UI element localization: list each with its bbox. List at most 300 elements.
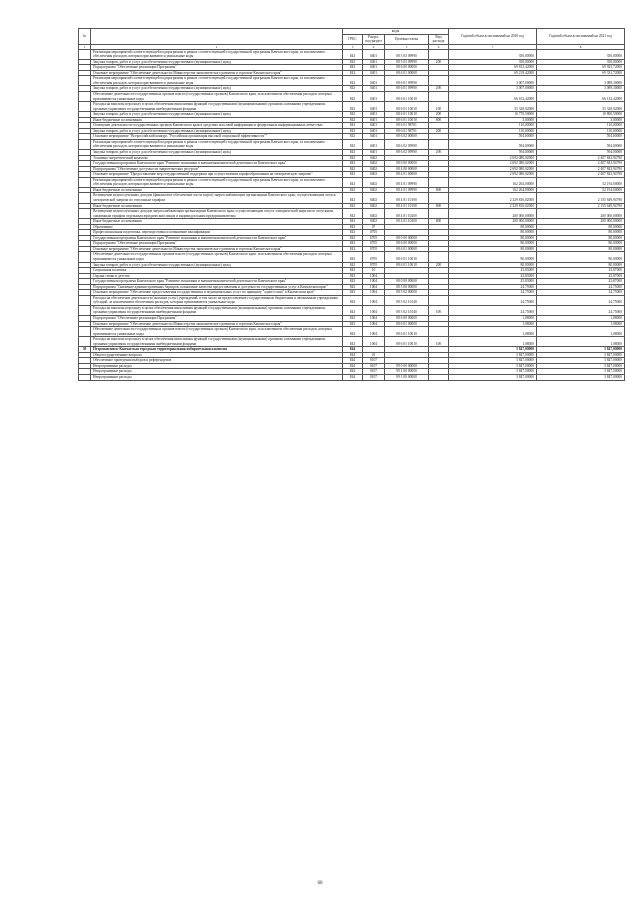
row-vid-cell: 200 xyxy=(429,86,449,92)
row-name-cell: Возмещение недополученных доходов энергоснабжающим организациям Камчатского края, осуществляющим отпуск электрической энергии по отпускным сниженным тарифам отдельным юридическим лицам и индивидуальным предпринимателям xyxy=(91,209,343,219)
row-2020-cell: 24,75000 xyxy=(449,290,537,296)
row-2021-cell: 200 000,00000 xyxy=(537,219,625,225)
row-target-cell: 08 6 01 10010 xyxy=(385,262,429,268)
row-2020-cell: 3 847,00000 xyxy=(449,363,537,369)
row-grbs-cell: 843 xyxy=(343,246,363,252)
row-2021-cell: 25,87000 xyxy=(537,273,625,279)
row-2020-cell: 25,83000 xyxy=(449,273,537,279)
table-body xyxy=(79,49,625,380)
row-grbs-cell: 843 xyxy=(343,273,363,279)
row-grbs-cell: 843 xyxy=(343,305,363,315)
table-row xyxy=(79,49,625,59)
row-2021-cell: 25,87000 xyxy=(537,268,625,274)
row-2021-cell: 3 089,30000 xyxy=(537,76,625,86)
row-2020-cell: 2 692 080,02000 xyxy=(449,166,537,172)
table-row xyxy=(79,76,625,86)
row-section-cell: 0107 xyxy=(363,375,385,381)
row-2021-cell: 3 847,00000 xyxy=(537,347,625,353)
row-2021-cell: 80,00000 xyxy=(537,241,625,247)
row-name-cell: Охрана семьи и детства xyxy=(91,273,343,279)
row-2020-cell: 80,00000 xyxy=(449,241,537,247)
table-row xyxy=(79,295,625,305)
row-vid-cell xyxy=(429,209,449,219)
row-section-cell: 0401 xyxy=(363,134,385,140)
row-number-cell xyxy=(79,139,91,149)
col-num-header: № xyxy=(79,29,91,45)
row-2020-cell: 350,00000 xyxy=(449,49,537,59)
table-row xyxy=(79,139,625,149)
row-vid-cell: 100 xyxy=(429,305,449,315)
row-name-cell: Иные бюджетные ассигнования xyxy=(91,187,343,193)
row-name-cell: Подпрограмма "Обеспечение реализации Программы" xyxy=(91,315,343,321)
row-target-cell: 08 6 01 98701 xyxy=(385,128,429,134)
row-name-cell: Образование xyxy=(91,224,343,230)
row-section-cell: 0401 xyxy=(363,49,385,59)
row-name-cell: Государственная программа Камчатского края "Развитие экономики и внешнеэкономической деятельности Камчатского края" xyxy=(91,161,343,167)
row-grbs-cell: 843 xyxy=(343,134,363,140)
row-2020-cell: 110,00000 xyxy=(449,123,537,129)
row-vid-cell: 100 xyxy=(429,337,449,347)
row-section-cell: 0401 xyxy=(363,150,385,156)
row-section-cell: 0401 xyxy=(363,92,385,102)
row-2020-cell: 1,08000 xyxy=(449,321,537,327)
col-index: 7 xyxy=(449,44,537,49)
row-number-cell xyxy=(79,252,91,262)
row-target-cell: 99 1 00 00000 xyxy=(385,375,429,381)
row-target-cell: 08 6 02 09990 xyxy=(385,150,429,156)
row-2021-cell: 55 328,92000 xyxy=(537,102,625,112)
row-grbs-cell: 843 xyxy=(343,315,363,321)
row-section-cell: 1004 xyxy=(363,321,385,327)
row-2021-cell: 594,00000 xyxy=(537,150,625,156)
row-2020-cell: 80,00000 xyxy=(449,262,537,268)
row-vid-cell xyxy=(429,375,449,381)
row-target-cell: 08 5 03 09990 xyxy=(385,49,429,59)
row-2021-cell: 10 800,50000 xyxy=(537,112,625,118)
row-section-cell: 0402 xyxy=(363,203,385,209)
row-2020-cell: 2 329 816,02000 xyxy=(449,203,537,209)
row-2020-cell: 1,08000 xyxy=(449,327,537,337)
row-2021-cell: 24,75000 xyxy=(537,305,625,315)
table-row xyxy=(79,327,625,337)
row-name-cell: Подпрограмма "Снижение административных барьеров, повышение качества предоставления и доступности государственных услуг в Камчатском крае" xyxy=(91,284,343,290)
row-target-cell: 08 5 00 00000 xyxy=(385,284,429,290)
row-name-cell: Реализация мероприятий соответствующей подпрограммы в рамках соответствующей государственной программы Камчатского края, за исключением обеспечения расходов, которым присваиваются уникальные коды xyxy=(91,76,343,86)
row-2021-cell: 3 847,00000 xyxy=(537,352,625,358)
row-2021-cell: 52 194,00000 xyxy=(537,177,625,187)
row-target-cell: 08 4 01 09990 xyxy=(385,177,429,187)
row-grbs-cell: 843 xyxy=(343,230,363,236)
row-name-cell: Непрограммные расходы xyxy=(91,369,343,375)
row-target-cell: 08 5 02 10140 xyxy=(385,305,429,315)
row-name-cell: Иные бюджетные ассигнования xyxy=(91,219,343,225)
row-2020-cell: 3 007,00000 xyxy=(449,76,537,86)
row-grbs-cell: 843 xyxy=(343,203,363,209)
row-2020-cell: 594,00000 xyxy=(449,150,537,156)
row-name-cell: Реализация мероприятий соответствующей подпрограммы в рамках соответствующей государственной программы Камчатского края, за исключением обеспечения расходов, которым присваиваются уникальные коды xyxy=(91,49,343,59)
row-vid-cell xyxy=(429,193,449,203)
row-2021-cell: 24,75000 xyxy=(537,284,625,290)
row-2020-cell: 350,00000 xyxy=(449,59,537,65)
row-2021-cell: 3,00000 xyxy=(537,117,625,123)
row-number-cell xyxy=(79,295,91,305)
row-section-cell: 10 xyxy=(363,268,385,274)
row-section-cell: 0402 xyxy=(363,209,385,219)
row-name-cell: Закупка товаров, работ и услуг для обеспечения государственных (муниципальных) нужд xyxy=(91,128,343,134)
row-2021-cell: 1,08000 xyxy=(537,321,625,327)
row-2021-cell: 25,87000 xyxy=(537,279,625,285)
row-target-cell: 08 6 01 10010 xyxy=(385,112,429,118)
row-2021-cell: 24,75000 xyxy=(537,290,625,296)
row-name-cell: Расходы на выплаты персоналу в целях обеспечения выполнения функций государственными (муниципальными) органами, казенными учреждениями, органами управления государственными внебюджетными фондами xyxy=(91,305,343,315)
row-2021-cell: 2 155 649,94790 xyxy=(537,193,625,203)
row-vid-cell: 200 xyxy=(429,128,449,134)
row-2021-cell: 2 407 843,94790 xyxy=(537,161,625,167)
row-name-cell: Непрограммные расходы xyxy=(91,363,343,369)
row-section-cell: 0402 xyxy=(363,166,385,172)
row-2021-cell: 350,00000 xyxy=(537,59,625,65)
row-grbs-cell: 843 xyxy=(343,321,363,327)
row-2020-cell: 1,08000 xyxy=(449,337,537,347)
row-section-cell: 0402 xyxy=(363,187,385,193)
col-index: 6 xyxy=(429,44,449,49)
row-2021-cell: 1,08000 xyxy=(537,337,625,347)
row-section-cell: 0401 xyxy=(363,65,385,71)
row-grbs-cell: 844 xyxy=(343,363,363,369)
row-section-cell: 07 xyxy=(363,224,385,230)
row-section-cell: 0401 xyxy=(363,86,385,92)
row-2020-cell: 24,75000 xyxy=(449,295,537,305)
row-section-cell: 1004 xyxy=(363,327,385,337)
row-grbs-cell: 843 xyxy=(343,284,363,290)
row-2021-cell: 80,00000 xyxy=(537,235,625,241)
row-section-cell: 0107 xyxy=(363,358,385,364)
row-2020-cell: 1,08000 xyxy=(449,315,537,321)
table-row xyxy=(79,305,625,315)
row-target-cell: 08 5 03 09990 xyxy=(385,59,429,65)
row-name-cell: Иные бюджетные ассигнования xyxy=(91,117,343,123)
codes-header: коды xyxy=(343,29,449,35)
row-section-cell: 0705 xyxy=(363,241,385,247)
row-name-cell: Закупка товаров, работ и услуг для обеспечения государственных (муниципальных) нужд xyxy=(91,262,343,268)
row-grbs-cell: 844 xyxy=(343,358,363,364)
col-section-header: Раздел, под-раздел xyxy=(363,34,385,44)
row-vid-cell: 200 xyxy=(429,150,449,156)
row-vid-cell xyxy=(429,327,449,337)
row-section-cell: 0402 xyxy=(363,155,385,161)
row-section-cell: 0401 xyxy=(363,70,385,76)
row-grbs-cell: 843 xyxy=(343,59,363,65)
row-number-cell xyxy=(79,193,91,203)
row-grbs-cell: 843 xyxy=(343,102,363,112)
row-target-cell: 08 6 01 00000 xyxy=(385,321,429,327)
row-name-cell: Основное мероприятие "Обеспечение деятельности Министерства экономического развития и торговли Камчатского края" xyxy=(91,321,343,327)
row-grbs-cell: 843 xyxy=(343,139,363,149)
table-row xyxy=(79,209,625,219)
row-section-cell: 0705 xyxy=(363,230,385,236)
row-grbs-cell: 843 xyxy=(343,252,363,262)
row-target-cell: 08 6 00 00000 xyxy=(385,65,429,71)
row-section-cell: 1004 xyxy=(363,279,385,285)
row-name-cell: Возмещение недополученных доходов (финансовое обеспечение части затрат) энергоснабжающим организациям Камчатского края, осуществляющим отпуск электрической энергии по отпускным тарифам xyxy=(91,193,343,203)
row-target-cell: 08 0 00 00000 xyxy=(385,161,429,167)
row-2020-cell: 2 692 080,02000 xyxy=(449,161,537,167)
row-grbs-cell: 843 xyxy=(343,209,363,219)
row-name-cell: Закупка товаров, работ и услуг для обеспечения государственных (муниципальных) нужд xyxy=(91,112,343,118)
row-section-cell: 0401 xyxy=(363,123,385,129)
row-2020-cell: 200 000,00000 xyxy=(449,219,537,225)
row-name-cell: Реализация мероприятий соответствующей подпрограммы в рамках соответствующей государственной программы Камчатского края, за исключением обеспечения расходов, которым присваиваются уникальные коды xyxy=(91,139,343,149)
row-2021-cell: 80,00000 xyxy=(537,230,625,236)
row-name-cell: Топливно-энергетический комплекс xyxy=(91,155,343,161)
table-row xyxy=(79,92,625,102)
row-2020-cell: 69 219,42000 xyxy=(449,70,537,76)
row-2021-cell: 80,00000 xyxy=(537,224,625,230)
row-target-cell: 08 5 02 10140 xyxy=(385,295,429,305)
row-2021-cell: 1,08000 xyxy=(537,315,625,321)
row-section-cell: 01 xyxy=(363,352,385,358)
row-target-cell: 08 4 01 09990 xyxy=(385,187,429,193)
row-grbs-cell: 844 xyxy=(343,352,363,358)
row-target-cell: 08 4 01 10200 xyxy=(385,209,429,219)
table-row xyxy=(79,193,625,203)
col-2020-header: Годовой объем ассигнований на 2020 год xyxy=(449,29,537,45)
row-2021-cell: 110,00000 xyxy=(537,123,625,129)
row-grbs-cell: 843 xyxy=(343,290,363,296)
row-2020-cell: 162 264,00000 xyxy=(449,177,537,187)
row-number-cell xyxy=(79,92,91,102)
row-number-cell xyxy=(79,76,91,86)
row-number-cell xyxy=(79,305,91,315)
row-section-cell: 1004 xyxy=(363,273,385,279)
row-grbs-cell: 843 xyxy=(343,279,363,285)
row-vid-cell xyxy=(429,49,449,59)
row-section-cell: 0401 xyxy=(363,76,385,86)
row-section-cell: 0402 xyxy=(363,172,385,178)
row-grbs-cell: 843 xyxy=(343,172,363,178)
row-2020-cell: 10 770,50000 xyxy=(449,112,537,118)
row-2021-cell: 200 000,00000 xyxy=(537,209,625,219)
row-2021-cell: 80,00000 xyxy=(537,246,625,252)
row-number-cell xyxy=(79,375,91,381)
row-2020-cell: 80,00000 xyxy=(449,252,537,262)
row-2021-cell: 110,00000 xyxy=(537,128,625,134)
row-section-cell: 1004 xyxy=(363,284,385,290)
row-grbs-cell: 843 xyxy=(343,337,363,347)
row-grbs-cell: 843 xyxy=(343,112,363,118)
row-vid-cell xyxy=(429,252,449,262)
row-target-cell: 08 4 01 00000 xyxy=(385,172,429,178)
row-name-cell: Социальная политика xyxy=(91,268,343,274)
col-vid-header: Вид расхода xyxy=(429,34,449,44)
row-grbs-cell: 843 xyxy=(343,76,363,86)
row-2021-cell: 350,00000 xyxy=(537,49,625,59)
row-target-cell: 08 0 00 00000 xyxy=(385,279,429,285)
col-index: 8 xyxy=(537,44,625,49)
row-section-cell: 0705 xyxy=(363,262,385,268)
row-number-cell xyxy=(79,327,91,337)
row-name-cell: Расходы на выплаты персоналу в целях обеспечения выполнения функций государственными (муниципальными) органами, казенными учреждениями, органами управления государственными внебюджетными фондами xyxy=(91,102,343,112)
row-2020-cell: 594,00000 xyxy=(449,139,537,149)
row-2020-cell: 3 847,00000 xyxy=(449,352,537,358)
row-grbs-cell: 843 xyxy=(343,128,363,134)
table-row xyxy=(79,337,625,347)
row-number-cell xyxy=(79,209,91,219)
row-grbs-cell: 843 xyxy=(343,224,363,230)
row-target-cell: 08 4 00 00000 xyxy=(385,166,429,172)
row-2020-cell: 200 000,00000 xyxy=(449,209,537,219)
row-section-cell: 0107 xyxy=(363,369,385,375)
row-2021-cell: 80,00000 xyxy=(537,252,625,262)
row-name-cell: Расходы на выплаты персоналу в целях обеспечения выполнения функций государственными (муниципальными) органами, казенными учреждениями, органами управления государственными внебюджетными фондами xyxy=(91,337,343,347)
row-name-cell: Обеспечение деятельности государственных органов власти (государственных органов) Камчатского края, за исключением обеспечения расходов, которым присваиваются уникальные коды xyxy=(91,252,343,262)
row-section-cell: 0705 xyxy=(363,246,385,252)
row-2020-cell: 2 692 080,02000 xyxy=(449,172,537,178)
row-target-cell: 08 6 01 10010 xyxy=(385,327,429,337)
row-target-cell: 08 6 01 98701 xyxy=(385,123,429,129)
row-grbs-cell: 843 xyxy=(343,117,363,123)
row-name-cell: Профессиональная подготовка, переподготовка и повышение квалификации xyxy=(91,230,343,236)
row-name-cell: Основное мероприятие "Всероссийский конкурс "Российская организация высокой социальной эффективности"" xyxy=(91,134,343,140)
row-vid-cell: 800 xyxy=(429,117,449,123)
row-2020-cell: 3 847,00000 xyxy=(449,375,537,381)
row-2021-cell: 69 331,72000 xyxy=(537,70,625,76)
row-grbs-cell: 843 xyxy=(343,193,363,203)
row-name-cell: Общегосударственные вопросы xyxy=(91,352,343,358)
row-vid-cell: 800 xyxy=(429,219,449,225)
row-2021-cell: 594,00000 xyxy=(537,139,625,149)
row-2021-cell: 3 089,30000 xyxy=(537,86,625,92)
row-vid-cell: 800 xyxy=(429,187,449,193)
row-grbs-cell: 843 xyxy=(343,123,363,129)
row-grbs-cell: 843 xyxy=(343,177,363,187)
row-target-cell: 08 6 01 10010 xyxy=(385,92,429,102)
budget-table xyxy=(78,28,625,381)
row-grbs-cell: 843 xyxy=(343,262,363,268)
row-target-cell: 08 6 01 10010 xyxy=(385,337,429,347)
row-2020-cell: 3 847,00000 xyxy=(449,347,537,353)
row-target-cell: 08 6 02 00000 xyxy=(385,134,429,140)
row-section-cell: 0402 xyxy=(363,161,385,167)
row-target-cell: 08 4 01 10190 xyxy=(385,203,429,209)
row-2021-cell: 2 155 649,94790 xyxy=(537,203,625,209)
row-grbs-cell: 843 xyxy=(343,49,363,59)
row-name-cell: Обеспечение деятельности государственных органов власти (государственных органов) Камчатского края, за исключением обеспечения расходов, которым присваиваются уникальные коды xyxy=(91,92,343,102)
row-name-cell: Государственная программа Камчатского края "Развитие экономики и внешнеэкономической деятельности Камчатского края" xyxy=(91,279,343,285)
row-grbs-cell: 843 xyxy=(343,235,363,241)
row-target-cell: 08 6 00 00000 xyxy=(385,241,429,247)
row-2021-cell: 1,08000 xyxy=(537,327,625,337)
row-2021-cell: 2 407 843,94790 xyxy=(537,166,625,172)
row-name-cell: Подпрограмма "Обеспечение доступности энергетических ресурсов" xyxy=(91,166,343,172)
col-index: 5 xyxy=(385,44,429,49)
row-target-cell: 08 0 00 00000 xyxy=(385,235,429,241)
row-name-cell: Государственная программа Камчатского края "Развитие экономики и внешнеэкономической деятельности Камчатского края" xyxy=(91,235,343,241)
row-name-cell: Петропавловск-Камчатская городская территориальная избирательная комиссия xyxy=(91,347,343,353)
row-target-cell: 08 6 02 09990 xyxy=(385,139,429,149)
row-section-cell: 0705 xyxy=(363,235,385,241)
row-grbs-cell: 843 xyxy=(343,86,363,92)
row-section-cell: 0107 xyxy=(363,363,385,369)
row-name-cell: Основное мероприятие "Обеспечение деятельности Министерства экономического развития и торговли Камчатского края" xyxy=(91,246,343,252)
row-name-cell: Иные бюджетные ассигнования xyxy=(91,203,343,209)
row-name-cell: Закупка товаров, работ и услуг для обеспечения государственных (муниципальных) нужд xyxy=(91,86,343,92)
col-index: 4 xyxy=(363,44,385,49)
row-name-cell: Непрограммные расходы xyxy=(91,375,343,381)
row-grbs-cell: 843 xyxy=(343,327,363,337)
row-grbs-cell: 843 xyxy=(343,92,363,102)
col-index: 1 xyxy=(79,44,91,49)
row-2020-cell: 25,83000 xyxy=(449,268,537,274)
row-2021-cell: 3 847,00000 xyxy=(537,363,625,369)
row-section-cell: 0402 xyxy=(363,177,385,187)
col-2021-header: Годовой объем ассигнований на 2021 год xyxy=(537,29,625,45)
row-number-cell: 30 xyxy=(79,347,91,353)
row-vid-cell xyxy=(429,76,449,86)
table-row xyxy=(79,252,625,262)
row-number-cell xyxy=(79,177,91,187)
row-target-cell: 08 6 01 00000 xyxy=(385,246,429,252)
row-name-cell: Подпрограмма "Обеспечение реализации Программы" xyxy=(91,65,343,71)
row-2020-cell: 3,00000 xyxy=(449,117,537,123)
row-2020-cell: 80,00000 xyxy=(449,230,537,236)
row-vid-cell: 200 xyxy=(429,262,449,268)
row-section-cell: 0401 xyxy=(363,139,385,149)
row-2020-cell: 24,75000 xyxy=(449,284,537,290)
row-grbs-cell: 843 xyxy=(343,268,363,274)
row-grbs-cell: 843 xyxy=(343,187,363,193)
row-target-cell: 99 1 00 00000 xyxy=(385,369,429,375)
row-grbs-cell: 843 xyxy=(343,65,363,71)
row-2020-cell: 69 813,42000 xyxy=(449,65,537,71)
row-section-cell: 1004 xyxy=(363,315,385,321)
row-grbs-cell: 844 xyxy=(343,375,363,381)
row-grbs-cell: 843 xyxy=(343,219,363,225)
row-2021-cell: 3 847,00000 xyxy=(537,369,625,375)
row-name-cell: Основное мероприятие "Обеспечение предоставления государственных и муниципальных услуг по принципу "одного окна" в Камчатском крае" xyxy=(91,290,343,296)
row-grbs-cell: 843 xyxy=(343,166,363,172)
row-target-cell: 08 6 01 00000 xyxy=(385,70,429,76)
row-2021-cell: 2 407 843,94790 xyxy=(537,172,625,178)
row-2021-cell: 52 194,00000 xyxy=(537,187,625,193)
page-number: 60 xyxy=(317,881,323,886)
row-2020-cell: 162 264,00000 xyxy=(449,187,537,193)
row-vid-cell: 800 xyxy=(429,203,449,209)
row-grbs-cell: 843 xyxy=(343,295,363,305)
row-2021-cell: 3 847,00000 xyxy=(537,375,625,381)
table-row xyxy=(79,102,625,112)
col-name-header xyxy=(91,29,343,45)
row-name-cell: Закупка товаров, работ и услуг для обеспечения государственных (муниципальных) нужд xyxy=(91,150,343,156)
row-number-cell xyxy=(79,337,91,347)
row-name-cell: Основное мероприятие "Обеспечение деятельности Министерства экономического развития и торговли Камчатского края" xyxy=(91,70,343,76)
row-vid-cell: 100 xyxy=(429,102,449,112)
row-vid-cell: 200 xyxy=(429,112,449,118)
row-section-cell: 0401 xyxy=(363,128,385,134)
row-2020-cell: 3 847,00000 xyxy=(449,358,537,364)
row-name-cell: Реализация мероприятий соответствующей подпрограммы в рамках соответствующей государственной программы Камчатского края, за исключением обеспечения расходов, которым присваиваются уникальные коды xyxy=(91,177,343,187)
row-2021-cell: 69 925,72000 xyxy=(537,65,625,71)
row-section-cell: 1004 xyxy=(363,290,385,296)
row-2020-cell: 80,00000 xyxy=(449,235,537,241)
row-grbs-cell: 843 xyxy=(343,155,363,161)
row-grbs-cell: 844 xyxy=(343,369,363,375)
row-section-cell: 0401 xyxy=(363,59,385,65)
row-name-cell: Подпрограмма "Обеспечение реализации Программы" xyxy=(91,241,343,247)
row-target-cell: 08 6 01 09990 xyxy=(385,86,429,92)
row-2021-cell: 3 847,00000 xyxy=(537,358,625,364)
row-grbs-cell: 843 xyxy=(343,150,363,156)
